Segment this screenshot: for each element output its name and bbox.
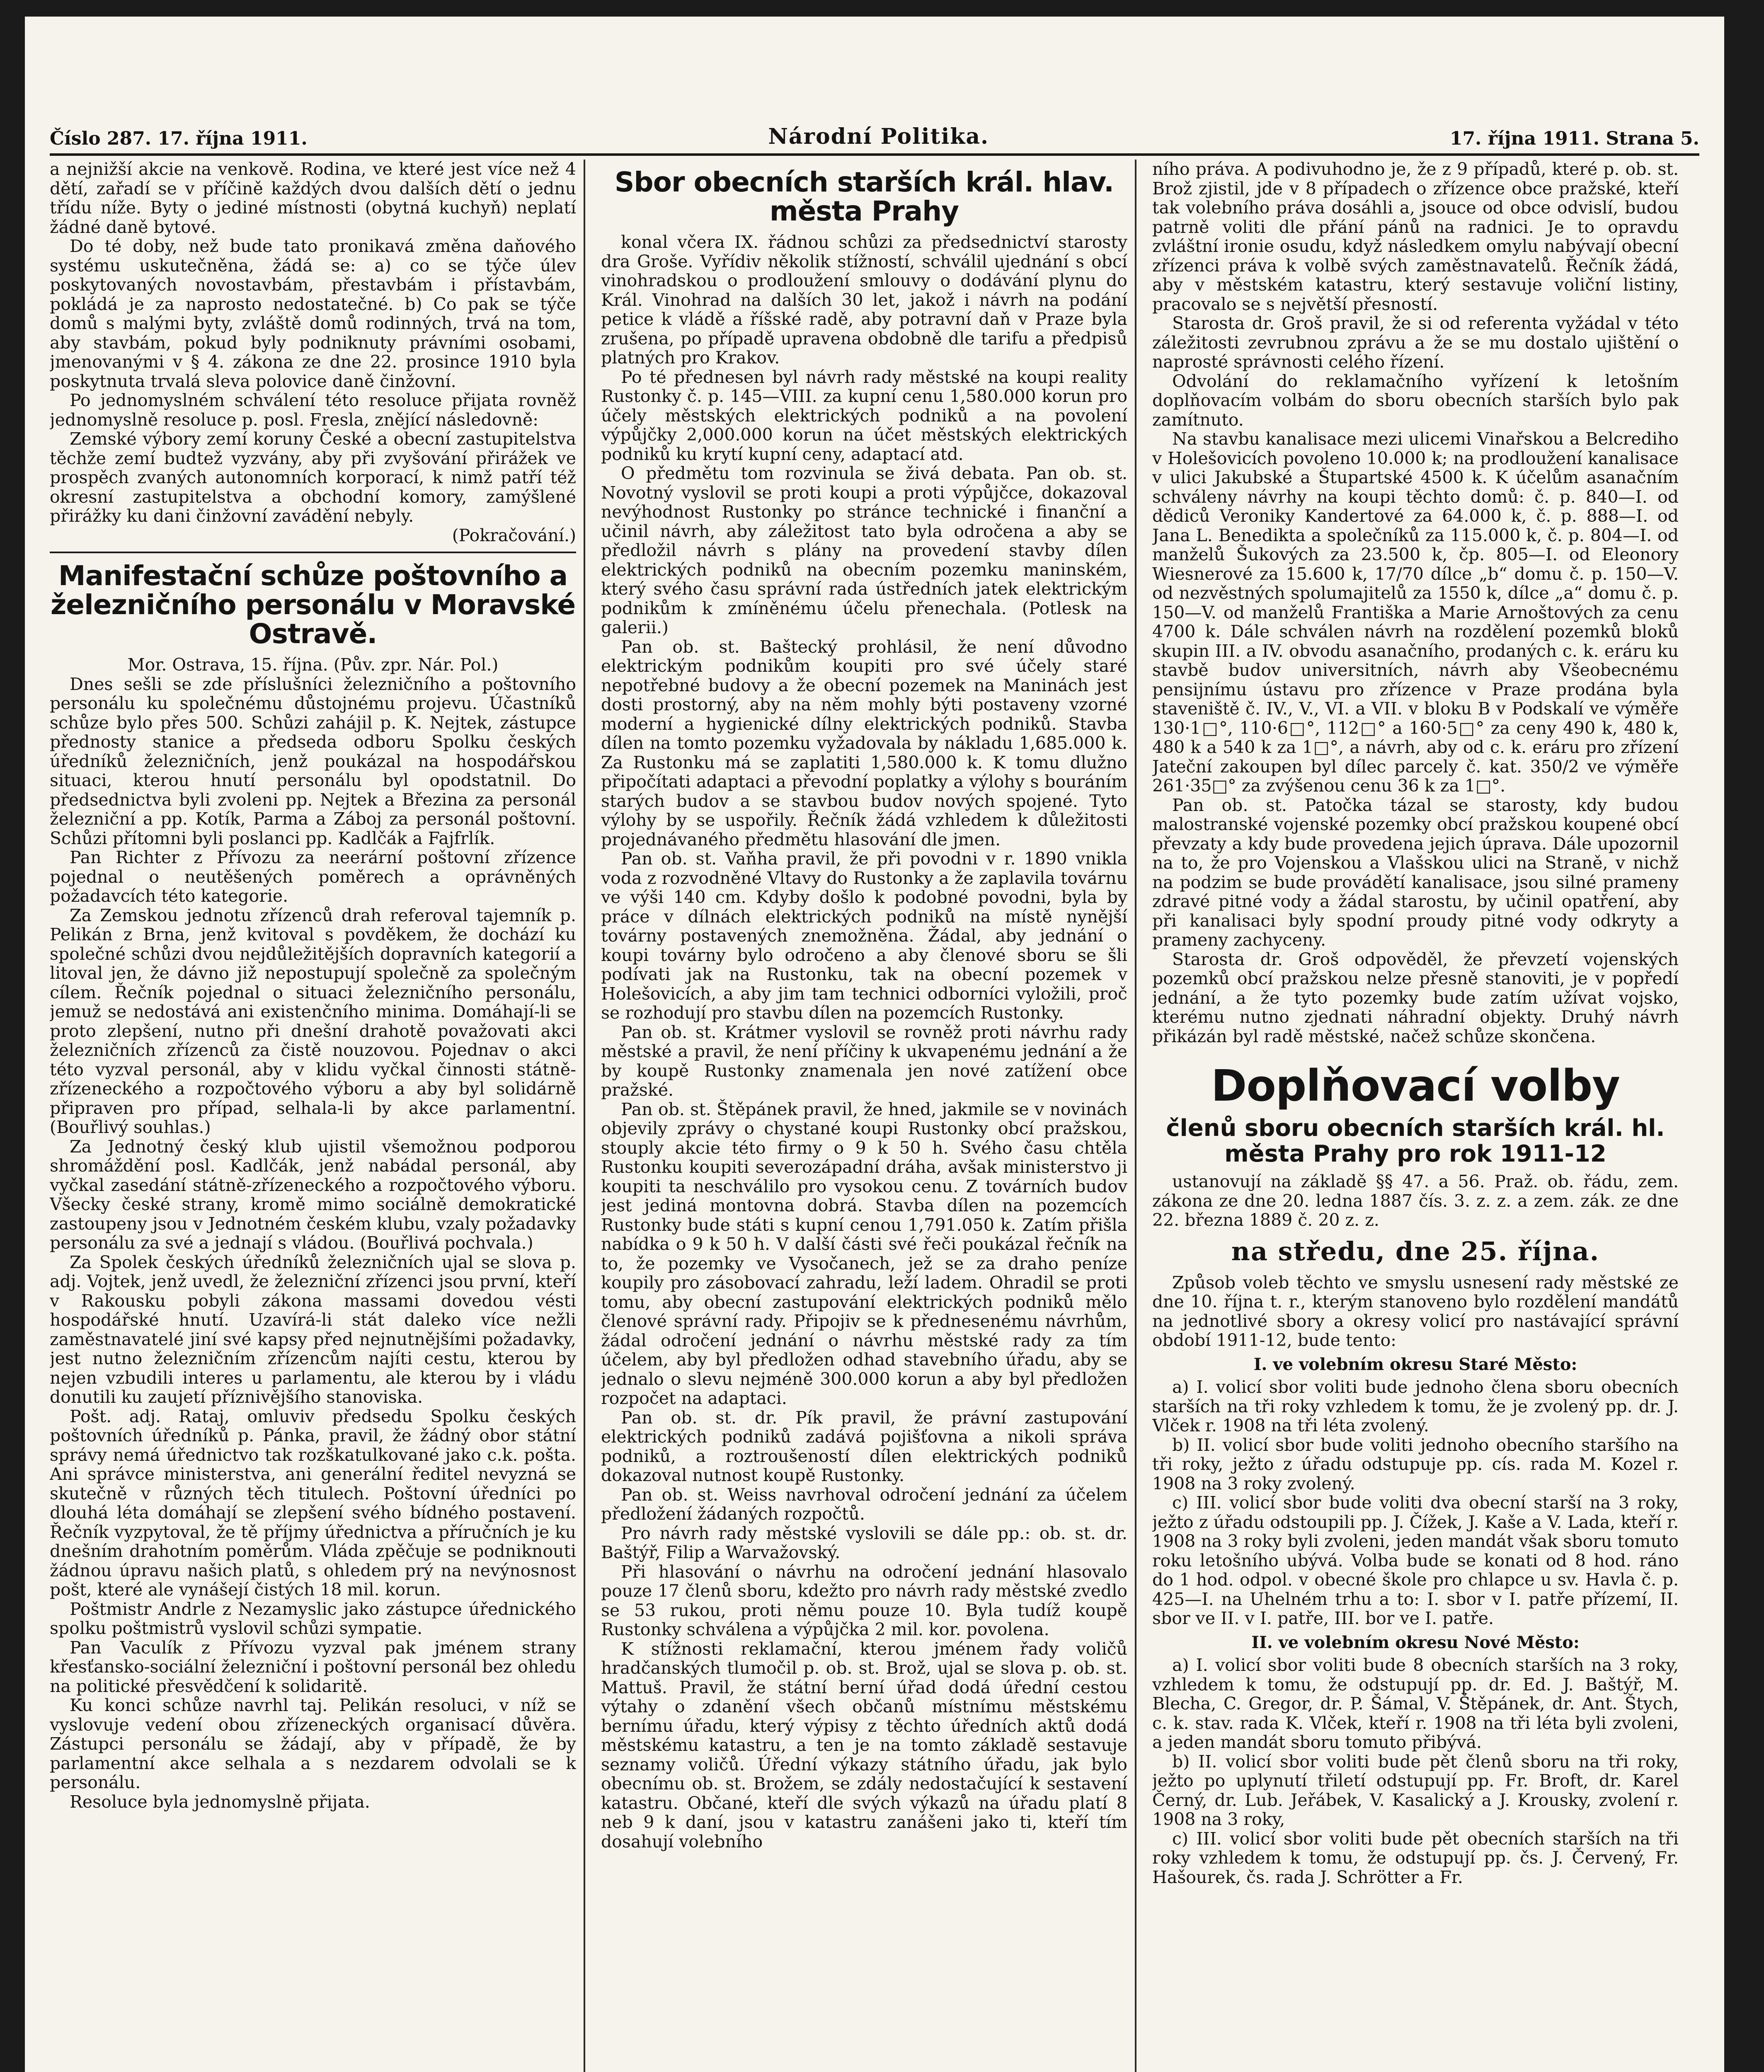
article-title: Doplňovací volby [1211, 1060, 1620, 1111]
paragraph: Při hlasování o návrhu na odročení jednání hlasovalo pouze 17 členů sboru, kdežto pro návrh rady městské zvedlo se 53 rukou, proti němu pouze 10. Byla tudíž koupě Rustonky schválena a výpůjčka 2 mil. kor. povolena. [601, 1561, 1127, 1639]
section-heading: I. ve volebním okresu Staré Město: [1253, 1354, 1577, 1374]
column-divider [584, 160, 585, 2072]
paragraph: Pan ob. st. Weiss navrhoval odročení jednání za účelem předložení žádaných rozpočtů. [601, 1484, 1127, 1524]
newspaper-page [25, 17, 1724, 2072]
paragraph: Do té doby, než bude tato pronikavá změna daňového systému uskutečněna, žádá se: a) co se týče úlev poskytovaných novostavbám, přestavbám i přístavbám, pokládá je za naprosto nedostatečné. b) Co pak se týče domů s malými byty, zvláště domů rodinných, trvá na tom, aby stavbám, pokud byly podniknuty právními osobami, jmenovanými v § 4. zákona ze dne 22. prosince 1910 byla poskytnuta trvalá sleva polovice daně činžovní. [50, 236, 576, 391]
column-3 [1152, 160, 1679, 2072]
paragraph: b) II. volicí sbor voliti bude pět členů sboru na tři roky, ježto po uplynutí třiletí odstupují pp. Fr. Broft, dr. Karel Černý, dr. Lub. Jeřábek, V. Kasalický a J. Krousky, zvolení r. 1908 na 3 roky, [1152, 1751, 1679, 1829]
paragraph: Pan ob. st. Vaňha pravil, že při povodni v r. 1890 vnikla voda z rozvodněné Vltavy do Rustonky a že zaplavila továrnu ve výši 140 cm. Kdyby došlo k podobné povodni, byla by práce v dílnách elektrických podniků na místě nynější továrny postavených znemožněna. Žádal, aby jednání o koupi továrny bylo odročeno a aby členové sboru se šli podívati jak na Rustonku, tak na obecní pozemek v Holešovicích, a aby jim tam technici odborníci vyložili, proč se rozhodují pro stavbu dílen na pozemcích Rustonky. [601, 849, 1127, 1023]
paragraph: Po jednomyslném schválení této resoluce přijata rovněž jednomyslně resoluce p. posl. Fresla, znějící následovně: [50, 390, 576, 430]
paragraph: Za Jednotný český klub ujistil všemožnou podporou shromáždění posl. Kadlčák, jenž nabádal personál, aby vyčkal zasedání státně-zřízeneckého a rozpočtového výboru. Všecky české strany, kromě mimo sociálně demokratické zastoupeny jsou v Jednotném českém klubu, vzaly požadavky personálu za své a jednají s vládou. (Bouřlivá pochvala.) [50, 1136, 576, 1253]
column-2 [601, 160, 1127, 2072]
paragraph: Starosta dr. Groš pravil, že si od referenta vyžádal v této záležitosti zevrubnou zprávu a že se mu dostalo ujištění o naprosté správnosti celého řízení. [1152, 313, 1679, 372]
paragraph: Pan Richter z Přívozu za neerární poštovní zřízence pojednal o neutěšených poměrech a oprávněných požadavcích této kategorie. [50, 847, 576, 906]
paragraph: a) I. volicí sbor voliti bude 8 obecních starších na 3 roky, vzhledem k tomu, že odstupují pp. dr. Ed. J. Baštýř, M. Blecha, C. Gregor, dr. P. Šámal, V. Štěpánek, dr. Ant. Štych, c. k. stav. rada K. Vlček, kteří r. 1908 na tři léta byli zvoleni, a jeden mandát sboru tomuto přibývá. [1152, 1655, 1679, 1752]
paragraph: b) II. volicí sbor bude voliti jednoho obecního staršího na tři roky, ježto z úřadu odstupuje pp. cís. rada M. Kozel r. 1908 na 3 roky zvolený. [1152, 1435, 1679, 1493]
paragraph: Starosta dr. Groš odpověděl, že převzetí vojenských pozemků obcí pražskou nelze přesně stanoviti, je v popředí jednání, a že tyto pozemky bude zatím užívat vojsko, kterému nutno zjednati náhradní objekty. Druhý návrh přikázán byl radě městské, načež schůze skončena. [1152, 949, 1679, 1046]
paragraph: Pan ob. st. Patočka tázal se starosty, kdy budou malostranské vojenské pozemky obcí pražskou koupené obcí převzaty a kdy bude provedena jejich úprava. Dále upozornil na to, že pro Vojenskou a Vlašskou ulici na Straně, v nichž na podzim se bude provádětí kanalisace, jsou silné prameny zdravé pitné vody a žádal starostu, by učinil opatření, aby při kanalisaci byly spodní proudy pitné vody odkryty a prameny zachyceny. [1152, 795, 1679, 950]
paragraph: c) III. volicí sbor voliti bude pět obecních starších na tři roky vzhledem k tomu, že odstupují pp. čs. J. Červený, Fr. Hašourek, čs. rada J. Schrötter a Fr. [1152, 1828, 1679, 1887]
article-subtitle: členů sboru obecních starších král. hl. města Prahy pro rok 1911-12 [1166, 1115, 1665, 1167]
paragraph: Za Zemskou jednotu zřízenců drah referoval tajemník p. Pelikán z Brna, jenž kvitoval s povděkem, že dochází ku společné schůzi dvou nejdůležitějších dopravních kategorií a litoval jen, že dávno již nepostupují společně za společným cílem. Řečník pojednal o situaci železničního personálu, jemuž se nedostává ani existenčního minima. Domáhají-li se proto zlepšení, nutno při dnešní drahotě považovati akci železničních zřízenců za čistě nouzovou. Pojednav o akci této vyzval personál, aby v klidu vyčkal činnosti státně-zřízeneckého a rozpočtového výboru a aby byl solidárně připraven pro případ, selhala-li by akce parlamentní. (Bouřlivý souhlas.) [50, 905, 576, 1137]
paragraph: Resoluce byla jednomyslně přijata. [70, 1791, 370, 1812]
paragraph: Zemské výbory zemí koruny České a obecní zastupitelstva těchže zemí budtež vyzvány, aby při zvyšování přirážek ve prospěch zvaných autonomních korporací, k nimž patří též okresní zastupitelstva a obchodní komory, zamýšlené přirážky ku dani činžovní zavádění nebyly. [50, 429, 576, 526]
paragraph: konal včera IX. řádnou schůzi za předsednictví starosty dra Groše. Vyřídiv několik stížností, schválil ujednání s obcí vinohradskou o prodloužení smlouvy o dodávání plynu do Král. Vinohrad na dalších 30 let, jakož i návrh na podání petice k vládě a říšské radě, aby potravní daň v Praze byla zrušena, po případě upravena obdobně dle tarifu a předpisů platných pro Krakov. [601, 232, 1127, 368]
paragraph: Pan ob. st. Baštecký prohlásil, že není důvodno elektrickým podnikům koupiti pro své účely staré nepotřebné budovy a že obecní pozemek na Maninách jest dosti prostorný, aby na něm mohly býti postaveny vzorné moderní a hygienické dílny elektrických podniků. Stavba dílen na tomto pozemku vyžadovala by nákladu 1,685.000 k. Za Rustonku má se zaplatiti 1,580.000 k. K tomu dlužno připočítati adaptaci a převodní poplatky a výlohy s bouráním starých budov a se stavbou budov nových spojené. Tyto výlohy by se uspořily. Řečník žádá vzhledem k důležitosti projednávaného předmětu hlasování dle jmen. [601, 637, 1127, 850]
paragraph: Dnes sešli se zde příslušníci železničního a poštovního personálu ku společnému důstojnému projevu. Účastníků schůze bylo přes 500. Schůzi zahájil p. K. Nejtek, zástupce přednosty stanice a předseda odboru Spolku českých úředníků železničních, jenž poukázal na hospodářskou situaci, kterou hnutí personálu byl opodstatnil. Do předsednictva byli zvoleni pp. Nejtek a Březina za personál železniční a pp. Kotík, Parma a Záboj za personál poštovní. Schůzi přítomni byli poslanci pp. Kadlčák a Fajfrlík. [50, 674, 576, 848]
masthead [50, 120, 1699, 149]
paragraph: Pošt. adj. Rataj, omluviv předsedu Spolku českých poštovních úředníků p. Pánka, pravil, že žádný obor státní správy nemá úřednictvo tak rozškatulkované jako c.k. pošta. Ani správce ministerstva, ani generální ředitel nevyzná se skutečně v různých těch titulech. Poštovní úředníci po dlouhá léta domáhají se zlepšení svého bídného postavení. Řečník vyzpytoval, že tě příjmy úřednictva a příručních je ku dnešním drahotním poměrům. Vláda zpěčuje se podniknouti žádnou úpravu našich platů, s ohledem prý na nevýnosnost pošt, které ale vynášejí čistých 18 mil. korun. [50, 1406, 576, 1600]
paragraph: c) III. volicí sbor bude voliti dva obecní starší na 3 roky, ježto z úřadu odstoupili pp. J. Čížek, J. Kaše a V. Lada, kteří r. 1908 na 3 roky byli zvoleni, jeden mandát však sboru tomuto roku letošního ubývá. Volba bude se konati od 8 hod. ráno do 1 hod. odpol. v obecné škole pro chlapce u sv. Havla č. p. 425—I. na Uhelném trhu a to: I. sbor v I. patře přízemí, II. sbor ve II. v I. patře, III. bor ve I. patře. [1152, 1493, 1679, 1628]
paragraph: a nejnižší akcie na venkově. Rodina, ve které jest více než 4 dětí, zařadí se v příčině každých dvou dalších dětí o jednu třídu níže. Byty o jediné místnosti (obytná kuchyň) neplatí žádné daně bytové. [50, 160, 576, 237]
section-heading: II. ve volebním okresu Nové Město: [1251, 1632, 1580, 1652]
paragraph: Poštmistr Andrle z Nezamyslic jako zástupce úřednického spolku poštmistrů vyslovil schůzi sympatie. [50, 1599, 576, 1638]
article-title: Manifestační schůze poštovního a železničního personálu v Moravské Ostravě. [50, 560, 576, 650]
paragraph: Pan ob. st. dr. Pík pravil, že právní zastupování elektrických podniků zadává pojišťovna a nikoli správa podniků, a roztroušeností dílen elektrických podniků dokazoval nutnost koupě Rustonky. [601, 1407, 1127, 1485]
election-date: na středu, dne 25. října. [1231, 1236, 1600, 1266]
issue-info: Číslo 287. 17. října 1911. [50, 128, 308, 149]
paragraph: Pan ob. st. Štěpánek pravil, že hned, jakmile se v novinách objevily zprávy o chystané koupi Rustonky obcí pražskou, stouply akcie této firmy o 9 k 50 h. Svého času chtěla Rustonku koupiti severozápadní dráha, avšak ministerstvo ji koupiti ta neschválilo pro vysokou cenu. Z továrních budov jest jediná montovna dobrá. Stavba dílen na pozemcích Rustonky bude státi s kupní cenou 1,791.050 k. Zatím přišla nabídka o 9 k 50 h. V další části své řeči poukázal řečník na to, že pozemky ve Vysočanech, jež se za draho peníze koupily pro zásobovací zahradu, leží ladem. Ohradil se proti tomu, aby obecní zastupování elektrických podniků mělo členové správní rady. Připojiv se k přednesenému návrhům, žádal odročení jednání o návrhu městské rady za tím účelem, aby byl předložen odhad stavebního úřadu, aby se jednalo o slevu nejméně 300.000 korun a aby byl předložen rozpočet na adaptaci. [601, 1099, 1127, 1408]
paragraph: Ku konci schůze navrhl taj. Pelikán resoluci, v níž se vyslovuje vedení obou zřízeneckých organisací důvěra. Zástupci personálu se žádají, aby v případě, že by parlamentní akce selhala a s nezdarem odvolali se k personálu. [50, 1695, 576, 1792]
paragraph: ního práva. A podivuhodno je, že z 9 případů, které p. ob. st. Brož zjistil, jde v 8 případech o zřízence obce pražské, kteří tak volebního práva dosáhli a, jsouce od obce odvislí, budou patrně voliti dle přání pánů na radnici. Je to opravdu zvláštní ironie osudu, když následkem omylu nabývají obecní zřízenci práva k volbě svých zaměstnavatelů. Řečník žádá, aby v městském katastru, který sestavuje voliční listiny, pracovalo se s největší přesností. [1152, 160, 1679, 314]
paragraph: a) I. volicí sbor voliti bude jednoho člena sboru obecních starších na tři roky vzhledem k tomu, že je zvolený pp. dr. J. Vlček r. 1908 na tři léta zvolený. [1152, 1377, 1679, 1435]
paragraph: Za Spolek českých úředníků železničních ujal se slova p. adj. Vojtek, jenž uvedl, že železniční zřízenci jsou první, kteří v Rakousku pobyli zákona massami dovedou vésti hospodářské hnutí. Uzavírá-li stát daleko více nežli zaměstnavatelé jiní své kapsy před nejnutnějšími požadavky, jest nutno železničním zřízencům najíti cestu, kterou by nejen vzbudili interes u parlamentu, ale kterou by i vládu donutili ku zaujetí příznivějšího stanoviska. [50, 1252, 576, 1407]
masthead-rule [50, 153, 1699, 156]
paragraph: Na stavbu kanalisace mezi ulicemi Vinařskou a Belcrediho v Holešovicích povoleno 10.000 k; na prodloužení kanalisace v ulici Jakubské a Štupartské 4500 k. K účelům asanačním schváleny návrhy na koupi těchto domů: č. p. 840—I. od dědiců Veroniky Kandertové za 64.000 k, č. p. 888—I. od Jana L. Benedikta a společníků za 115.000 k, č. p. 804—I. od manželů Šukových za 23.500 k, čp. 805—I. od Eleonory Wiesnerové za 15.600 k, 17/70 dílce „b“ domu č. p. 150—V. od nezvěstných spolumajitelů za 1550 k, dílce „a“ domu č. p. 150—V. od manželů Františka a Marie Arnoštových za cenu 4700 k. Dále schválen návrh na rozdělení pozemků bloků skupin III. a IV. obvodu asanačního, prodaných c. k. eráru ku stavbě budov universitních, návrh aby Všeobecnému pensijnímu ústavu pro zřízence v Praze prodána byla staveniště č. IV., V., VI. a VII. v bloku B v Podskalí ve výměře 130·1□°, 110·6□°, 112□° a 160·5□° za ceny 490 k, 480 k, 480 k a 540 k za 1□°, a návrh, aby od c. k. eráru pro zřízení Jateční zakoupen byl dílec parcely č. kat. 350/2 ve výměře 261·35□° za zvýšenou cenu 36 k za 1□°. [1152, 429, 1679, 796]
paragraph: Pan ob. st. Krátmer vyslovil se rovněž proti návrhu rady městské a pravil, že není příčiny k ukvapenému jednání a že by koupě Rustonky znamenala jen nové zatížení obce pražské. [601, 1022, 1127, 1100]
paragraph: Způsob voleb těchto ve smyslu usnesení rady městské ze dne 10. října t. r., kterým stanoveno bylo rozdělení mandátů na jednotlivé sbory a okresy volicí pro nastávající správní období 1911-12, bude tento: [1152, 1272, 1679, 1350]
article-title: Sbor obecních starších král. hlav. města Prahy [614, 166, 1114, 227]
page-info: 17. října 1911. Strana 5. [1449, 128, 1699, 149]
dateline: Mor. Ostrava, 15. října. (Pův. zpr. Nár. Pol.) [127, 655, 499, 675]
paragraph: Po té přednesen byl návrh rady městské na koupi reality Rustonky č. p. 145—VIII. za kupní cenu 1,580.000 korun pro účely městských elektrických podniků a na povolení výpůjčky 2,000.000 korun na účet městských elektrických podniků ku krytí kupní ceny, adaptací atd. [601, 367, 1127, 464]
paragraph: O předmětu tom rozvinula se živá debata. Pan ob. st. Novotný vyslovil se proti koupi a proti výpůjčce, dokazoval nevýhodnost Rustonky po stránce technické i finanční a učinil návrh, aby záležitost tato byla odročena a aby se předložil návrh s plány na provedení stavby dílen elektrických podniků na obecním pozemku maninském, který svého času správní rada ústředních jatek elektrickým podnikům k zmíněnému účelu přenechala. (Potlesk na galerii.) [601, 463, 1127, 637]
column-1 [50, 160, 576, 2072]
column-divider [1135, 160, 1136, 2072]
paragraph: Pan Vaculík z Přívozu vyzval pak jménem strany křesťansko-sociální železniční i poštovní personál bez ohledu na politické přesvědčení k solidaritě. [50, 1637, 576, 1696]
paragraph: ustanovují na základě §§ 47. a 56. Praž. ob. řádu, zem. zákona ze dne 20. ledna 1887 čís. 3. z. z. a zem. zák. ze dne 22. března 1889 č. 20 z. z. [1152, 1172, 1679, 1230]
newspaper-title: Národní Politika. [768, 124, 989, 149]
continuation-note: (Pokračování.) [452, 525, 576, 545]
paragraph: Odvolání do reklamačního vyřízení k letošním doplňovacím volbám do sboru obecních starších bylo pak zamítnuto. [1152, 371, 1679, 430]
article-divider [50, 552, 576, 553]
paragraph: K stížnosti reklamační, kterou jménem řady voličů hradčanských tlumočil p. ob. st. Brož, ujal se slova p. ob. st. Mattuš. Pravil, že státní berní úřad dodá úřední cestou výtahy o zdanění všech občanů místnímu městskému bernímu úřadu, který výpisy z těchto úředních aktů dodá městskému katastru, a ten je na tomto základě sestavuje seznamy voličů. Úřední výkazy státního úřadu, jak bylo obecnímu ob. st. Brožem, se zdály nedostačující k sestavení katastru. Občané, kteří dle svých výkazů na úřadu platí 8 neb 9 k daní, jsou v katastru zanášeni jako ti, kteří tím dosahují volebního [601, 1639, 1127, 1852]
paragraph: Pro návrh rady městské vyslovili se dále pp.: ob. st. dr. Baštýř, Filip a Warvažovský. [601, 1523, 1127, 1562]
